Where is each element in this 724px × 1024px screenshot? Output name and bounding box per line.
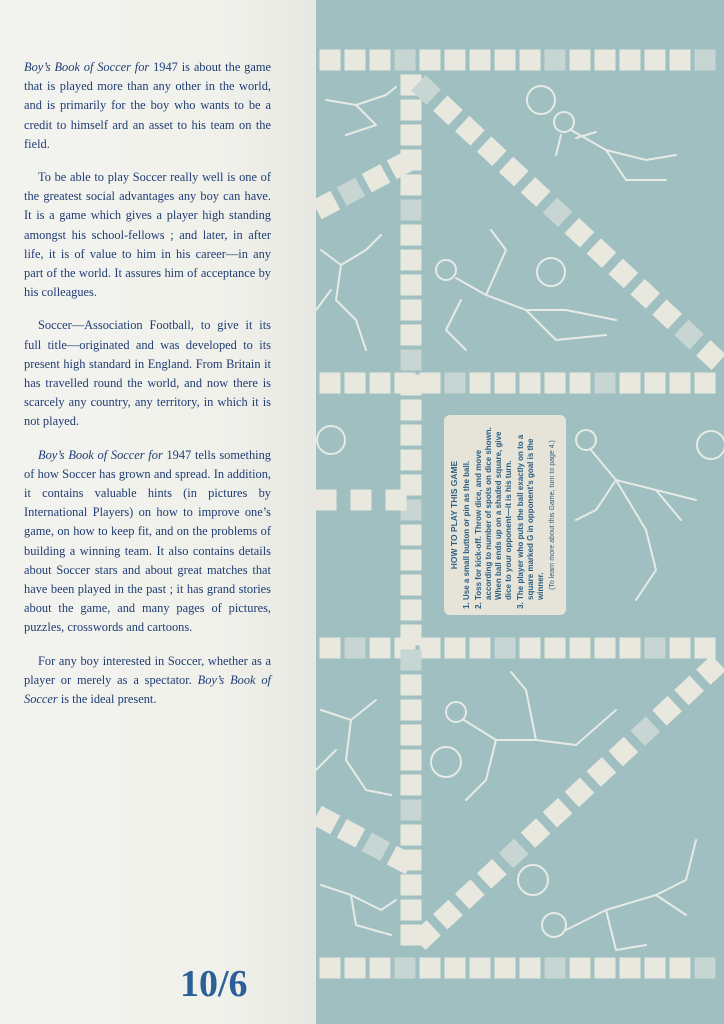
board-square [570, 958, 591, 979]
board-square [316, 191, 340, 219]
board-square [401, 225, 422, 246]
board-square [320, 638, 341, 659]
board-square [401, 200, 422, 221]
board-square [645, 958, 666, 979]
board-square [470, 958, 491, 979]
board-square [345, 958, 366, 979]
board-square [674, 320, 704, 350]
board-square [670, 958, 691, 979]
board-square [520, 50, 541, 71]
board-square [670, 50, 691, 71]
board-square [345, 50, 366, 71]
board-square [401, 525, 422, 546]
board-square [652, 696, 682, 726]
board-square [386, 490, 407, 511]
soccer-player-drawing [326, 87, 396, 135]
board-square [545, 638, 566, 659]
board-square [345, 638, 366, 659]
rules-list [462, 420, 546, 610]
board-square [337, 177, 365, 205]
soccer-player-drawing [316, 700, 391, 795]
board-square [420, 958, 441, 979]
board-square [595, 50, 616, 71]
soccer-player-drawing [527, 86, 676, 180]
board-square [401, 175, 422, 196]
board-square [370, 50, 391, 71]
rule-item: 3. The player who puts the ball exactly on to a square marked G in opponent’s goal is the winner. [516, 420, 546, 600]
book-title-italic: Boy’s Book of Soccer for [38, 447, 163, 462]
board-square [455, 116, 485, 146]
board-square [545, 50, 566, 71]
board-square [401, 900, 422, 921]
paragraph-5-text-start: For any boy interested in Soccer, whether as a player or merely as a spectator. [24, 653, 271, 687]
rule-item: 2. Toss for kick-off. Throw dice, and move according to number of spots on dice shown. When ball ends up on a shaded square, give dice to your opponent—it is his turn. [474, 420, 514, 600]
left-text-panel [0, 0, 316, 1024]
board-square [620, 638, 641, 659]
soccer-game-board [316, 0, 724, 1024]
board-square [587, 238, 617, 268]
board-square [345, 373, 366, 394]
board-square [520, 958, 541, 979]
board-square [499, 839, 529, 869]
board-square [351, 490, 372, 511]
board-square [420, 50, 441, 71]
board-square [370, 373, 391, 394]
board-square [695, 50, 716, 71]
board-square [630, 716, 660, 746]
board-square [570, 373, 591, 394]
price-label: 10/6 [180, 963, 248, 1005]
board-square [401, 300, 422, 321]
rules-footer: (To learn more about this Game, turn to page 4.) [549, 440, 556, 590]
board-square [401, 275, 422, 296]
board-square [670, 638, 691, 659]
board-square [645, 50, 666, 71]
board-square [477, 136, 507, 166]
board-square [520, 638, 541, 659]
book-title-italic: Boy’s Book of Soccer for [24, 60, 150, 74]
board-square [401, 825, 422, 846]
board-square [570, 638, 591, 659]
board-square [320, 958, 341, 979]
board-square [362, 164, 390, 192]
board-square [401, 325, 422, 346]
board-square [521, 818, 551, 848]
board-square [401, 450, 422, 471]
board-square [395, 50, 416, 71]
board-square [401, 400, 422, 421]
board-square [316, 490, 337, 511]
board-square [645, 638, 666, 659]
board-square [362, 832, 390, 860]
board-square [495, 958, 516, 979]
board-square [433, 900, 463, 930]
board-square [670, 373, 691, 394]
soccer-player-drawing [518, 840, 696, 950]
board-square [401, 425, 422, 446]
board-square [565, 218, 595, 248]
board-square [370, 638, 391, 659]
board-square [401, 775, 422, 796]
board-square [565, 777, 595, 807]
board-square [652, 299, 682, 329]
board-square [401, 700, 422, 721]
board-square [543, 197, 573, 227]
board-square [570, 50, 591, 71]
board-square [495, 373, 516, 394]
board-square [477, 859, 507, 889]
board-square [495, 638, 516, 659]
board-square [401, 100, 422, 121]
how-to-play-rotated-text [449, 420, 561, 610]
board-square [401, 875, 422, 896]
board-square [696, 655, 724, 685]
soccer-ball-drawing [317, 426, 345, 454]
board-square [401, 125, 422, 146]
board-square [608, 259, 638, 289]
board-square [630, 279, 660, 309]
board-square [695, 638, 716, 659]
board-square [401, 650, 422, 671]
board-square [420, 373, 441, 394]
board-square [543, 798, 573, 828]
how-to-play-card [444, 415, 566, 615]
paragraph-5-text-end: is the ideal present. [57, 692, 157, 707]
board-square [595, 638, 616, 659]
board-square [470, 373, 491, 394]
board-square [401, 375, 422, 396]
board-square [620, 373, 641, 394]
board-square [695, 373, 716, 394]
board-square [401, 675, 422, 696]
board-square [420, 638, 441, 659]
board-square [470, 638, 491, 659]
board-square [620, 50, 641, 71]
board-square [620, 958, 641, 979]
board-square [320, 373, 341, 394]
paragraph-1-text: 1947 is about the game that is played more than any other in the world, and is primarily for the boy who wants to be a credit to himself ard an asset to his team on the field. [24, 60, 271, 151]
rule-item: 1. Use a small button or pin as the ball. [462, 420, 472, 600]
board-square [595, 958, 616, 979]
board-square [470, 50, 491, 71]
board-square [445, 958, 466, 979]
soccer-player-drawing [316, 235, 381, 350]
board-square [401, 800, 422, 821]
board-square [445, 50, 466, 71]
board-square [455, 879, 485, 909]
board-square [445, 638, 466, 659]
board-square [401, 550, 422, 571]
how-to-play-title: HOW TO PLAY THIS GAME [449, 460, 459, 570]
board-square [401, 350, 422, 371]
soccer-player-drawing [431, 672, 616, 800]
soccer-player-drawing [436, 230, 616, 350]
board-square [401, 750, 422, 771]
board-square [645, 373, 666, 394]
board-square [401, 725, 422, 746]
board-square [696, 340, 724, 370]
board-square [370, 958, 391, 979]
paragraph-5 [24, 652, 271, 710]
soccer-player-drawing [321, 885, 396, 935]
board-square [495, 50, 516, 71]
board-square [695, 958, 716, 979]
soccer-player-drawing [576, 430, 724, 600]
board-square [401, 250, 422, 271]
book-title-italic: Boy’s Book of Soccer [24, 672, 271, 707]
board-square [395, 958, 416, 979]
paragraph-2: To be able to play Soccer really well is one of the greatest social advantages any boy can have. It is a game which gives a player high standing amongst his school-fellows ; and later, in after life, it is of value to him in his career—in any part of the world. It assures him of acceptance by his colleagues. [24, 170, 271, 300]
board-square [401, 625, 422, 646]
board-square [401, 600, 422, 621]
board-square [445, 373, 466, 394]
board-square [337, 819, 365, 847]
board-square [433, 96, 463, 126]
board-square [595, 373, 616, 394]
board-square [521, 177, 551, 207]
board-square [674, 676, 704, 706]
board-square [320, 50, 341, 71]
paragraph-1 [24, 58, 271, 154]
board-square [499, 157, 529, 187]
board-square [545, 958, 566, 979]
board-square [401, 575, 422, 596]
board-square [520, 373, 541, 394]
paragraph-3: Soccer—Association Football, to give it its full title—originated and was developed to its present high standard in England. From Britain it has travelled round the world, and now there is scarcely any country, any territory, in which it is not played. [24, 318, 271, 429]
board-square [316, 806, 340, 834]
paragraph-4 [24, 446, 271, 638]
paragraph-4-text: 1947 tells something of how Soccer has grown and spread. In addition, it contains valuable hints (in pictures by International Players) on how to improve one’s game, on how to keep fit, and on the problems of building a winning team. It also contains details about Soccer stars and about great matches that have been played in the past ; it has grand stories about the game, and many pages of pictures, puzzles, crosswords and cartoons. [24, 447, 271, 635]
intro-text-column [24, 58, 271, 723]
board-square [608, 737, 638, 767]
board-square [545, 373, 566, 394]
board-square [587, 757, 617, 787]
